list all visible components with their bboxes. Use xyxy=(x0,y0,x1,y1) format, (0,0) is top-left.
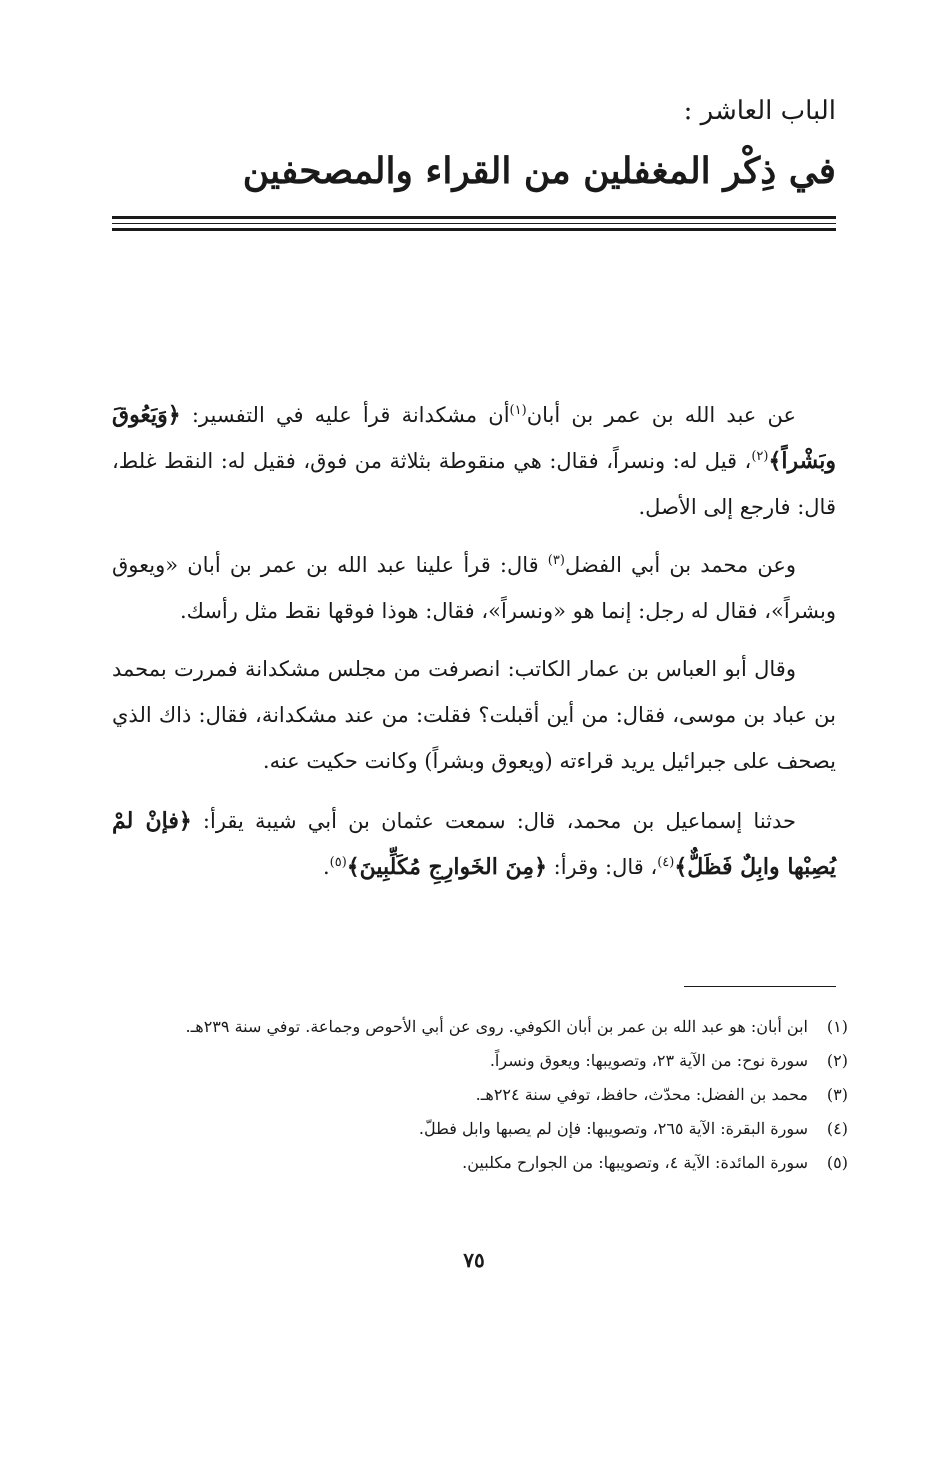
footnote-number: (٥) xyxy=(826,1153,848,1172)
p4-text-c: . xyxy=(322,855,330,879)
quran-quote: ﴿وَيَعُوقَ وبَشْراً﴾ xyxy=(112,402,836,474)
footnote-separator xyxy=(684,986,836,987)
footnote-3 xyxy=(112,1078,848,1112)
footnote-text: ابن أبان: هو عبد الله بن عمر بن أبان الكوفي. روى عن أبي الأحوص وجماعة. توفي سنة ٢٣٩هـ. xyxy=(185,1017,808,1036)
paragraph-2 xyxy=(112,542,836,634)
p2-text-b: قال: قرأ علينا عبد الله بن عمر بن أبان «ويعوق وبشراً»، فقال له رجل: إنما هو «ونسراً»، فقال: هوذا فوقها نقط مثل رأسك. xyxy=(112,553,836,623)
chapter-label: الباب العاشر : xyxy=(683,96,836,126)
p4-text-a: حدثنا إسماعيل بن محمد، قال: سمعت عثمان بن أبي شيبة يقرأ: xyxy=(191,809,797,833)
footnote-2 xyxy=(112,1044,848,1078)
p2-text-a: وعن محمد بن أبي الفضل xyxy=(564,553,797,577)
page-number: ٧٥ xyxy=(463,1248,485,1272)
footnote-text: سورة نوح: من الآية ٢٣، وتصويبها: ويعوق ونسراً. xyxy=(489,1051,808,1070)
body-text xyxy=(112,392,836,902)
footnote-text: سورة المائدة: الآية ٤، وتصويبها: من الجوارح مكلبين. xyxy=(462,1153,808,1172)
footnote-number: (٢) xyxy=(826,1051,848,1070)
footnotes xyxy=(112,1010,848,1180)
paragraph-4 xyxy=(112,798,836,890)
footnote-ref-2: (٢) xyxy=(751,449,769,464)
title-rule-thin xyxy=(112,223,836,224)
footnote-number: (١) xyxy=(826,1017,848,1036)
p4-text-b: ، قال: وقرأ: xyxy=(546,855,658,879)
footnote-ref-4: (٤) xyxy=(657,855,675,870)
footnote-number: (٤) xyxy=(826,1119,848,1138)
chapter-title: في ذِكْر المغفلين من القراء والمصحفين xyxy=(242,150,836,192)
footnote-text: سورة البقرة: الآية ٢٦٥، وتصويبها: فإن لم يصبها وابل فطلّ. xyxy=(418,1119,808,1138)
footnote-1 xyxy=(112,1010,848,1044)
footnote-ref-1: (١) xyxy=(509,403,527,418)
title-rule-thick xyxy=(112,216,836,219)
paragraph-1 xyxy=(112,392,836,530)
paragraph-3 xyxy=(112,646,836,784)
footnote-5 xyxy=(112,1146,848,1180)
p1-text-b: أن مشكدانة قرأ عليه في التفسير: xyxy=(180,403,510,427)
footnote-4 xyxy=(112,1112,848,1146)
footnote-ref-3: (٣) xyxy=(547,553,565,568)
p1-text-a: عن عبد الله بن عمر بن أبان xyxy=(526,403,796,427)
p3-text: وقال أبو العباس بن عمار الكاتب: انصرفت من مجلس مشكدانة فمررت بمحمد بن عباد بن موسى، فقال: من أين أقبلت؟ فقلت: من عند مشكدانة، فقال: ذاك الذي يصحف على جبرائيل يريد قراءته (ويعوق وبشراً) وكانت حكيت عنه. xyxy=(112,657,836,773)
p1-text-c: ، قيل له: ونسراً، فقال: هي منقوطة بثلاثة من فوق، فقيل له: النقط غلط، قال: فارجع إلى الأصل. xyxy=(112,449,836,519)
footnote-text: محمد بن الفضل: محدّث، حافظ، توفي سنة ٢٢٤هـ. xyxy=(475,1085,808,1104)
quran-quote-2: ﴿فإنْ لمْ يُصِبْها وابِلٌ فَظَلٌّ﴾ xyxy=(112,808,836,880)
footnote-number: (٣) xyxy=(826,1085,848,1104)
quran-quote-3: ﴿مِنَ الخَوارِجِ مُكَلِّبِينَ﴾ xyxy=(346,854,547,880)
footnote-ref-5: (٥) xyxy=(329,855,347,870)
title-rule-thick-2 xyxy=(112,228,836,231)
